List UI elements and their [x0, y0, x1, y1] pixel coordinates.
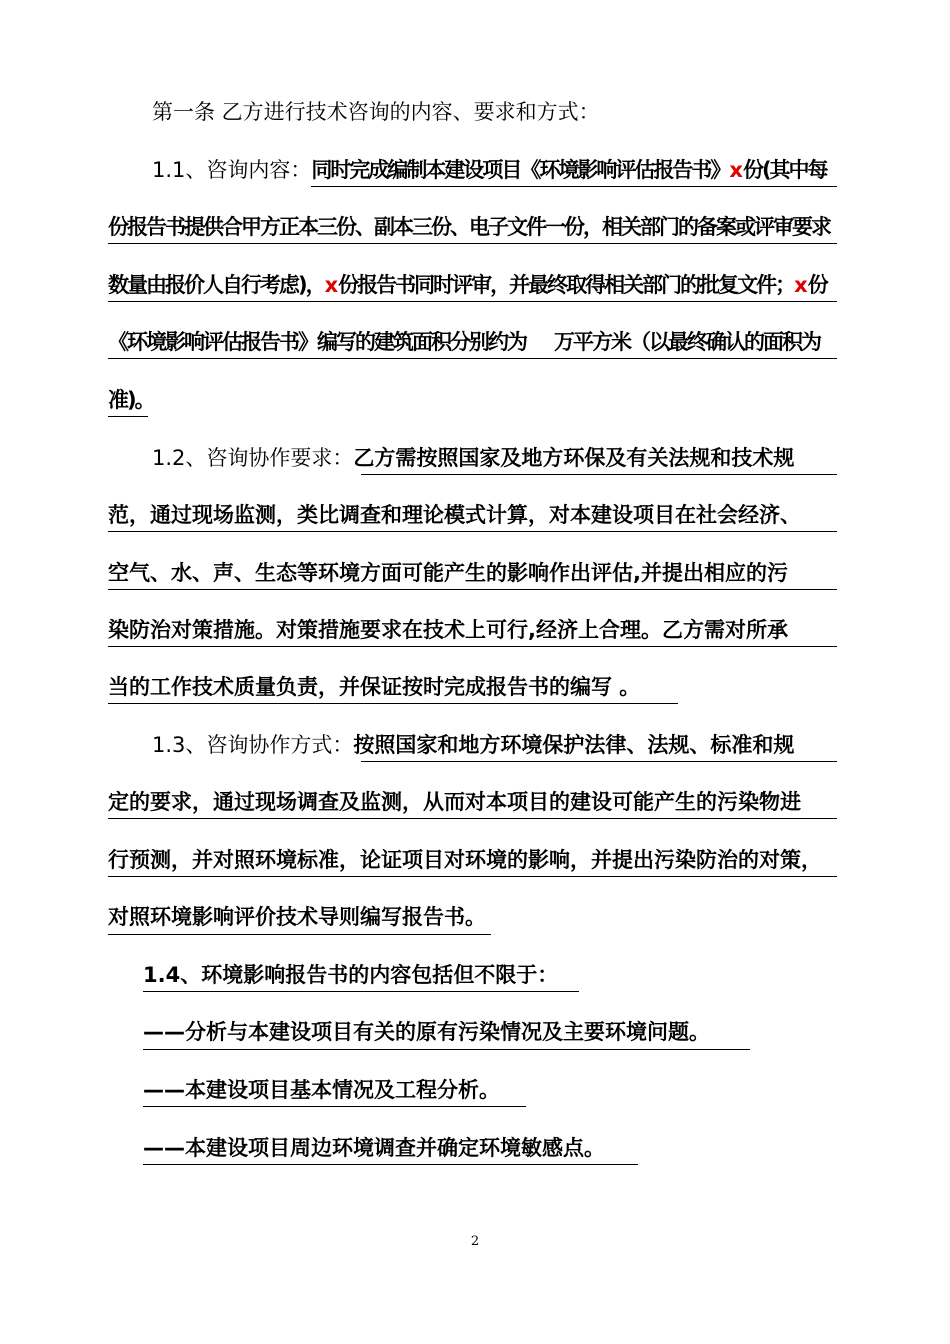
quantity-placeholder-x: x: [729, 158, 743, 182]
section-1-3-line-1: [152, 725, 838, 765]
underline: [108, 876, 837, 877]
list-item-text: ——本建设项目基本情况及工程分析。: [143, 1078, 500, 1102]
section-1-3-line-3: [108, 840, 838, 880]
underline: [143, 991, 579, 992]
section-1-1-text-3-mid: 份报告书同时评审，并最终取得相关部门的批复文件；: [338, 273, 795, 297]
section-1-1-text-1: 同时完成编制本建设项目《环境影响评估报告书》: [311, 158, 730, 182]
section-1-1-line-4: [108, 322, 838, 362]
section-1-3-text-2: 定的要求，通过现场调查及监测，从而对本项目的建设可能产生的污染物进: [108, 790, 801, 814]
section-1-3-text-1: 按照国家和地方环境保护法律、法规、标准和规: [353, 733, 795, 757]
underline: [108, 818, 837, 819]
section-1-1-text-3-tail: 份: [807, 273, 827, 297]
article-heading: 第一条 乙方进行技术咨询的内容、要求和方式：: [152, 100, 600, 124]
section-1-3-text-3: 行预测，并对照环境标准，论证项目对环境的影响，并提出污染防治的对策，: [108, 848, 822, 872]
section-1-1-text-2: 份报告书提供合甲方正本三份、副本三份、电子文件一份，相关部门的备案或评审要求: [108, 215, 830, 239]
section-1-1-text-4b: 万平方米（以最终确认的面积为: [554, 330, 820, 354]
quantity-placeholder-x: x: [794, 273, 808, 297]
section-1-1-text-4a: 《环境影响评估报告书》编写的建筑面积分别约为: [108, 330, 526, 354]
section-1-2-label: 1.2、咨询协作要求：: [152, 446, 354, 470]
underline: [108, 243, 837, 244]
underline: [143, 1106, 526, 1107]
section-1-2-line-4: [108, 610, 838, 650]
section-1-1-line-2: [108, 207, 838, 247]
underline: [361, 474, 837, 475]
section-1-3-label: 1.3、咨询协作方式：: [152, 733, 354, 757]
list-item: [143, 1070, 838, 1110]
underline: [108, 301, 837, 302]
section-1-1-label: 1.1、咨询内容：: [152, 158, 312, 182]
underline: [143, 1164, 638, 1165]
section-1-4-heading: [143, 955, 838, 995]
section-1-1-line-3: [108, 265, 838, 305]
underline: [143, 1049, 750, 1050]
underline: [108, 531, 837, 532]
list-item-text: ——分析与本建设项目有关的原有污染情况及主要环境问题。: [143, 1020, 710, 1044]
section-1-3-line-4: [108, 897, 838, 937]
list-item: [143, 1128, 838, 1168]
underline: [108, 416, 148, 417]
underline: [108, 646, 837, 647]
underline: [361, 761, 837, 762]
list-item: [143, 1012, 838, 1052]
section-1-2-line-1: [152, 438, 838, 478]
section-1-2-text-2: 范，通过现场监测，类比调查和理论模式计算，对本建设项目在社会经济、: [108, 503, 801, 527]
underline: [108, 934, 491, 935]
page-number: 2: [470, 1234, 480, 1249]
section-1-2-line-3: [108, 553, 838, 593]
list-item-text: ——本建设项目周边环境调查并确定环境敏感点。: [143, 1136, 605, 1160]
section-1-1-line-5: [108, 380, 838, 420]
section-1-2-text-5: 当的工作技术质量负责，并保证按时完成报告书的编写 。: [108, 675, 641, 699]
section-1-2-line-2: [108, 495, 838, 535]
underline: [108, 703, 678, 704]
section-1-1-text-1-tail: 份(其中每: [742, 158, 827, 182]
section-1-1-text-5: 准)。: [108, 388, 154, 412]
section-1-4-heading-text: 1.4、环境影响报告书的内容包括但不限于：: [143, 963, 559, 987]
section-1-3-text-4: 对照环境影响评价技术导则编写报告书。: [108, 905, 486, 929]
underline: [108, 358, 837, 359]
section-1-2-line-5: [108, 667, 838, 707]
underline: [108, 589, 837, 590]
section-1-2-text-1: 乙方需按照国家及地方环保及有关法规和技术规: [353, 446, 795, 470]
section-1-2-text-4: 染防治对策措施。对策措施要求在技术上可行,经济上合理。乙方需对所承: [108, 618, 788, 642]
section-1-2-text-3: 空气、水、声、生态等环境方面可能产生的影响作出评估,并提出相应的污: [108, 561, 788, 585]
section-1-1-line-1: [152, 150, 838, 190]
quantity-placeholder-x: x: [324, 273, 339, 297]
section-1-1-text-3: 数量由报价人自行考虑)，: [108, 273, 325, 297]
underline: [311, 186, 837, 187]
section-1-3-line-2: [108, 782, 838, 822]
